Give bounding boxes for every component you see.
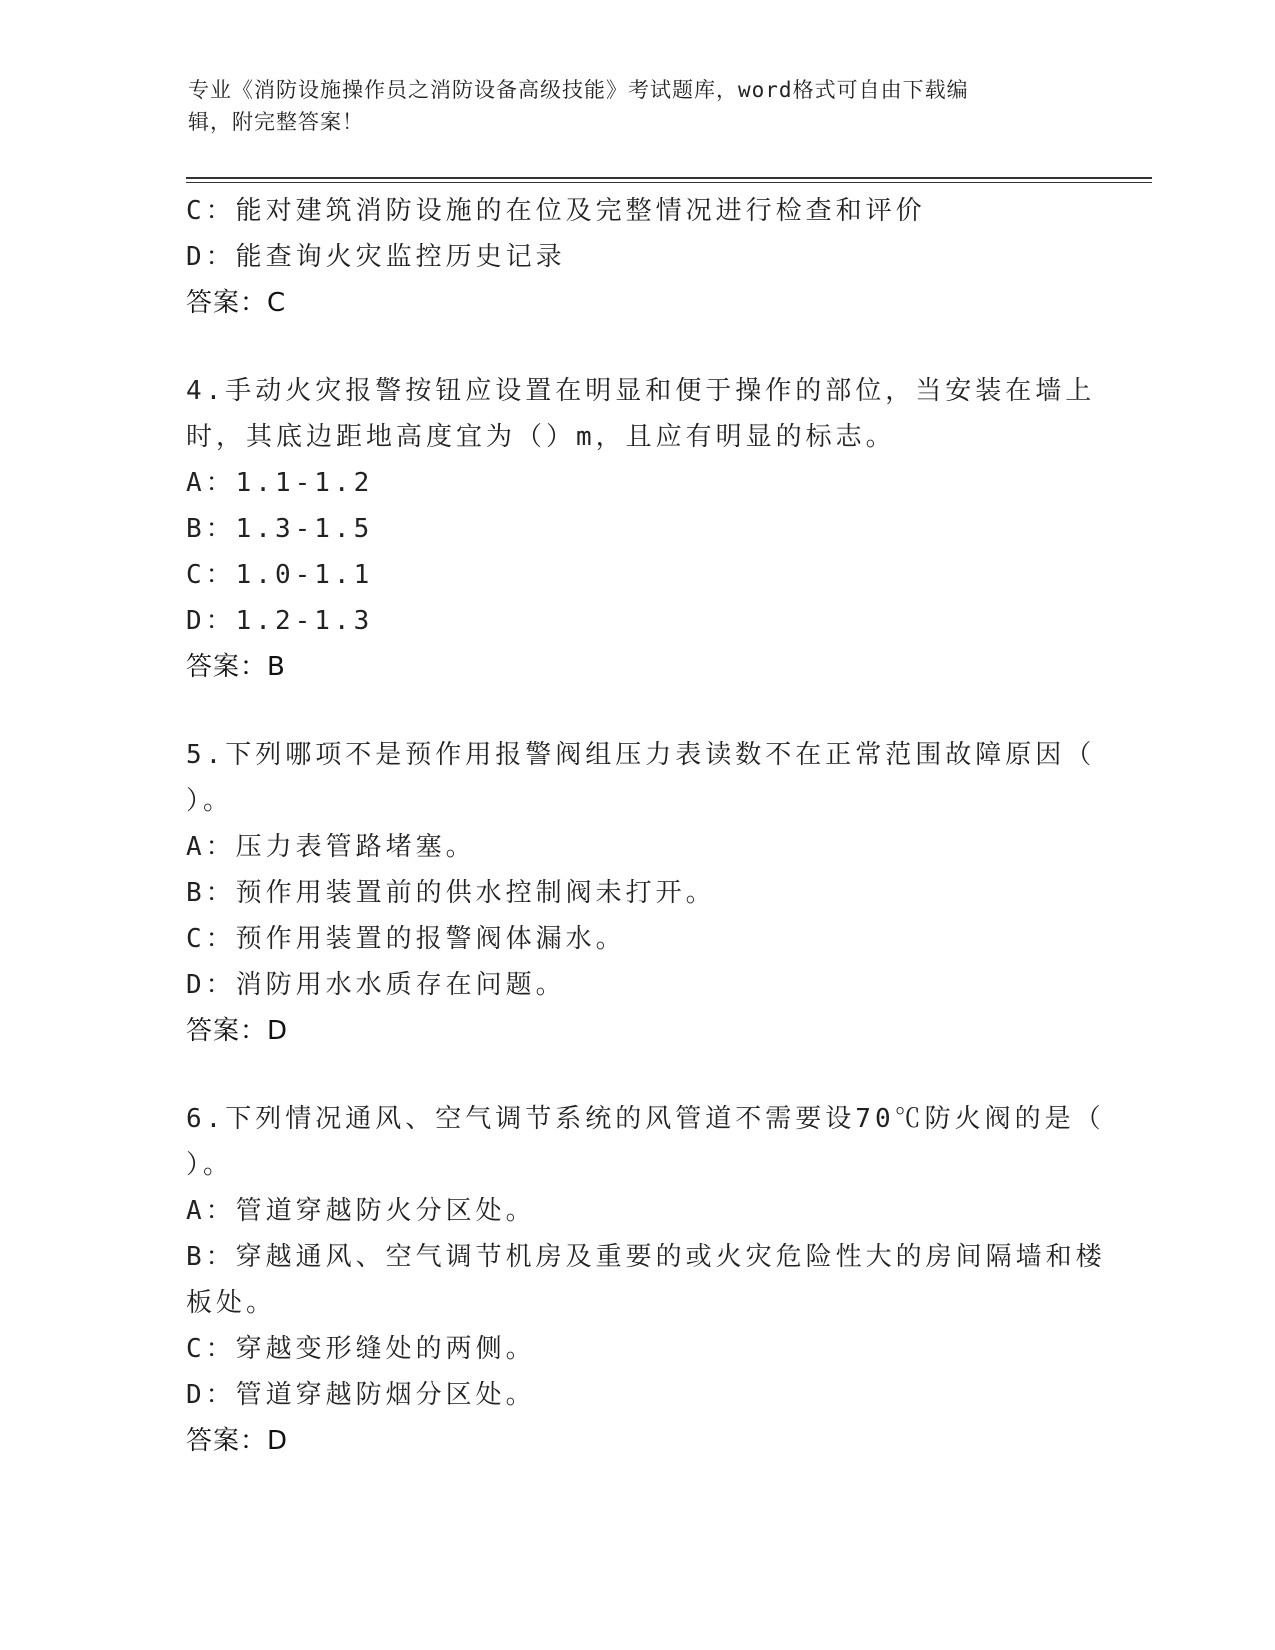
q4-stem-line-2: 时，其底边距地高度宜为（）m，且应有明显的标志。	[186, 422, 896, 452]
q5-option-d: D：消防用水水质存在问题。	[186, 970, 566, 1000]
q5-stem-line-1: 5.下列哪项不是预作用报警阀组压力表读数不在正常范围故障原因（	[186, 740, 1096, 770]
q4-option-a: A：1.1-1.2	[186, 468, 374, 498]
q6-option-b-line-2: 板处。	[186, 1288, 277, 1318]
header-divider-thin	[186, 182, 1152, 183]
q3-answer: 答案：C	[186, 288, 287, 318]
q6-option-c: C：穿越变形缝处的两侧。	[186, 1334, 536, 1364]
q5-option-a: A：压力表管路堵塞。	[186, 832, 476, 862]
q5-option-c: C：预作用装置的报警阀体漏水。	[186, 924, 626, 954]
q4-option-c: C：1.0-1.1	[186, 560, 374, 590]
q6-answer: 答案：D	[186, 1426, 289, 1456]
question-3-tail	[186, 188, 1086, 326]
q3-option-c: C：能对建筑消防设施的在位及完整情况进行检查和评价	[186, 196, 926, 226]
q6-stem-line-2: ）。	[186, 1150, 234, 1180]
q6-option-d: D：管道穿越防烟分区处。	[186, 1380, 536, 1410]
q4-option-d: D：1.2-1.3	[186, 606, 374, 636]
q4-stem-line-1: 4.手动火灾报警按钮应设置在明显和便于操作的部位，当安装在墙上	[186, 376, 1096, 406]
header-line-1: 专业《消防设施操作员之消防设备高级技能》考试题库，word格式可自由下载编	[188, 78, 969, 102]
question-4	[186, 368, 1096, 690]
question-5	[186, 732, 1096, 1054]
q6-option-b-line-1: B：穿越通风、空气调节机房及重要的或火灾危险性大的房间隔墙和楼	[186, 1242, 1106, 1272]
q4-answer: 答案：B	[186, 652, 286, 682]
q5-stem-line-2: ）。	[186, 786, 234, 816]
question-content	[186, 188, 1106, 1464]
question-6	[186, 1096, 1106, 1464]
q6-option-a: A：管道穿越防火分区处。	[186, 1196, 536, 1226]
document-header	[188, 74, 1068, 138]
q6-stem-line-1: 6.下列情况通风、空气调节系统的风管道不需要设70℃防火阀的是（	[186, 1104, 1105, 1134]
q3-option-d: D：能查询火灾监控历史记录	[186, 242, 566, 272]
header-line-2: 辑，附完整答案！	[188, 110, 364, 134]
q5-answer: 答案：D	[186, 1016, 289, 1046]
q5-option-b: B：预作用装置前的供水控制阀未打开。	[186, 878, 716, 908]
header-divider-thick	[186, 177, 1152, 179]
q4-option-b: B：1.3-1.5	[186, 514, 374, 544]
